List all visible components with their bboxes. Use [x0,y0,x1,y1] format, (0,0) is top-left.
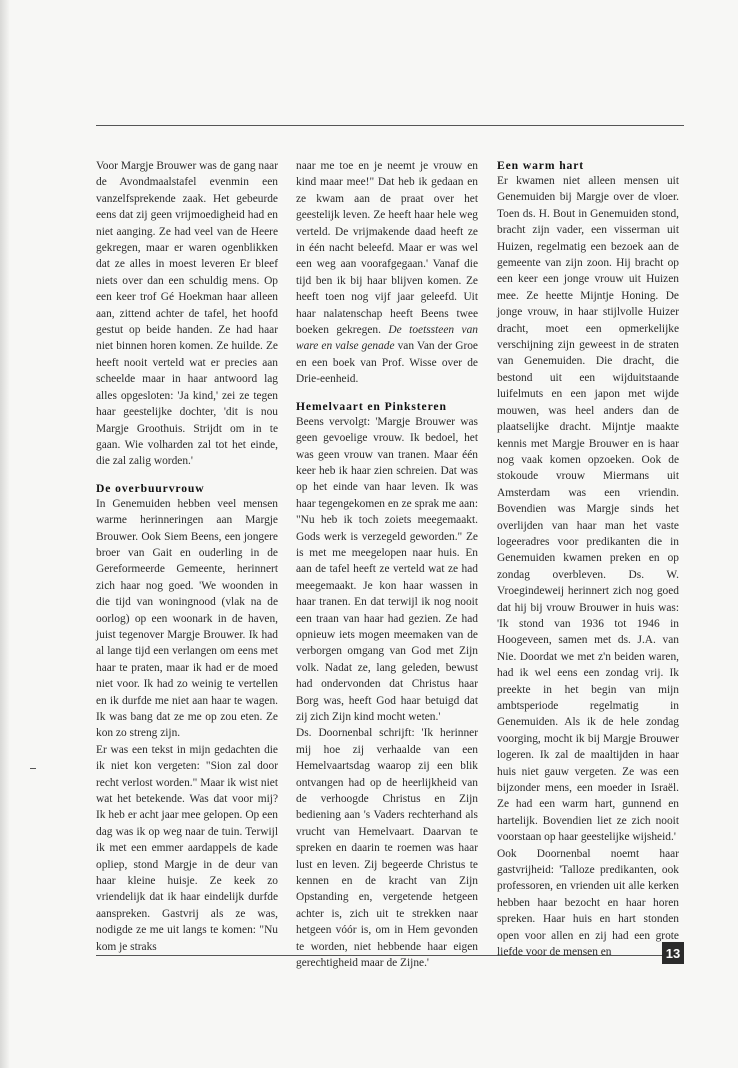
paragraph-text: van Van der Groe en een boek van Prof. Wisse over de Drie-eenheid. [296,340,478,386]
section-heading-warm-hart: Een warm hart [497,159,585,172]
paragraph: Ds. Doornenbal schrijft: 'Ik herinner mij hoe zij verhaalde van een Hemelvaartsdag waarop zij een blik ontvangen had op de heerlijkheid van de verhoogde Christus en Zijn bediening aan 's Vaders rechterhand als vrucht van Hemelvaart. Daarvan te spreken en daarin te roemen was haar lust en leven. Zij begeerde Christus te kennen en de kracht van Zijn Opstanding en, vergetende hetgeen achter is, zich uit te strekken naar hetgeen vóór is, om in Hem gevonden te worden, niet hebbende haar eigen gerechtigheid maar de Zijne.' [296,727,478,970]
column-1 [96,158,278,955]
book-title: De toetssteen van ware en valse genade [296,324,478,353]
section-heading-hemelvaart: Hemelvaart en Pinksteren [296,399,447,413]
top-rule [96,125,684,126]
paragraph: Er was een tekst in mijn gedachten die ik niet kon vergeten: "Sion zal door recht verlost worden." Maar ik wist niet wat het betekende. Was dat voor mij? Ik heb er acht jaar mee gelopen. Op een dag was ik op weg naar de tuin. Terwijl ik met een emmer aardappels de kade opliep, stond Margje in de deur van haar kleine huisje. Ze keek zo vriendelijk dat ik haar eindelijk durfde aanspreken. Gastvrij als ze was, nodigde ze me uit langs te komen: "Nu kom je straks [96,743,278,953]
page-fold-shadow [0,0,10,1068]
paragraph: In Genemuiden hebben veel mensen warme herinneringen aan Margje Brouwer. Ook Siem Beens, een jongere broer van Gait en ouderling in de Gereformeerde Gemeente, herinnert zich haar nog goed. 'We woonden in die tijd van woningnood (vlak na de oorlog) op een woonark in de haven, juist tegenover Margje Brouwer. Ik had al lange tijd een verlangen om eens met haar te praten, maar ik had er de moed niet voor. Ik had zo weinig te vertellen en ik durfde me niet aan haar te wagen. Ik was bang dat ze me op zou eten. Ze kon zo streng zijn. [96,497,278,740]
margin-mark [30,768,36,769]
page-number: 13 [662,942,684,964]
paragraph-text: naar me toe en je neemt je vrouw en kind maar mee!" Dat heb ik gedaan en ze kwam aan de praat over het geestelijk leven. Ze heeft haar hele weg verteld. De vrijmakende daad heeft ze in één nacht beleefd. Maar er was wel een weg aan voorafgegaan.' Vanaf die tijd ben ik bij haar blijven komen. Ze heeft toen nog vijf jaar geleefd. Uit haar nalatenschap heeft Beens twee boeken gekregen. [296,160,478,337]
section-heading-overbuurvrouw: De overbuurvrouw [96,481,205,495]
paragraph: Ook Doornenbal noemt haar gastvrijheid: 'Talloze predikanten, ook professoren, en vrienden uit alle kerken hebben haar bezocht en haar horen spreken. Haar huis en hart stonden open voor allen en zij had een grote liefde voor de mensen en [497,847,679,959]
paragraph: Voor Margje Brouwer was de gang naar de Avondmaalstafel evenmin een vanzelfsprekende zaak. Het gebeurde eens dat zij geen vrijmoedigheid had en niet aanging. Ze had veel van de Heere gekregen, maar er waren ogenblikken dat ze alles in moest leveren Er bleef niets over dan een schuldig mens. Op een keer trof Gé Hoekman haar alleen aan, zittend achter de tafel, het hoofd gestut op beide handen. Ze had haar niet binnen horen komen. Ze huilde. Ze heeft nooit verteld wat er precies aan scheelde maar in haar antwoord lag alles opgesloten: 'Ja kind,' zei ze tegen haar geestelijke dochter, 'dit is nou Margje Groothuis. Strijdt om in te gaan. Wie volharden zal tot het einde, die zal zalig worden.' [96,160,278,468]
paragraph: Beens vervolgt: 'Margje Brouwer was geen gevoelige vrouw. Ik bedoel, het was geen vrouw van tranen. Maar één keer heb ik haar zien schreien. Dat was op het einde van haar leven. Ik was haar tegengekomen en ze sprak me aan: "Nu heb ik toch zoiets meegemaakt. Gods werk is verzegeld geworden." Ze is met me meegelopen naar huis. En aan de tafel heeft ze verteld wat ze had meegemaakt. Je kon haar wassen in haar tranen. En dat terwijl ik nog nooit een traan van haar had gezien. Ze had opnieuw iets mogen meemaken van de verborgen omgang van God met Zijn volk. Nadat ze, lang geleden, bewust had ondervonden dat Christus haar Borg was, heeft God haar betuigd dat zij zich Zijn kind mocht weten.' [296,415,478,723]
column-2 [296,158,478,972]
paragraph [296,158,478,388]
bottom-rule [96,955,684,956]
column-3 [497,158,679,961]
paragraph: Er kwamen niet alleen mensen uit Genemuiden bij Margje over de vloer. Toen ds. H. Bout in Genemuiden stond, bracht zijn vader, een visserman uit Huizen, regelmatig een bezoek aan de gemeente van zijn zoon. Hij bracht op een keer een jonge vrouw uit Huizen mee. Ze heette Mijntje Honing. De jonge vrouw, in haar stijlvolle Huizer dracht, moet een opmerkelijke verschijning zijn geweest in de straten van Genemuiden. Die dracht, die bestond uit een wijduitstaande luifelmuts en een japon met wijde mouwen, was heel anders dan de plaatselijke dracht. Mijntje maakte kennis met Margje Brouwer en is haar nog vaak komen opzoeken. Ook de stokoude vrouw Miermans uit Amsterdam was een vriendin. Bovendien was Margje sinds het overlijden van haar man het vaste logeeradres voor predikanten die in Genemuiden kwamen preken en op zondag overbleven. Ds. W. Vroegindeweij herinnert zich nog goed dat hij bij vrouw Brouwer in huis was: 'Ik stond van 1936 tot 1946 in Hoogeveen, samen met ds. J.A. van Nie. Doordat we met z'n beiden waren, had ik wel eens een zondag vrij. Ik preekte in het begin van mijn ambtsperiode regelmatig in Genemuiden. Als ik de hele zondag voorging, mocht ik bij Margje Brouwer logeren. Ik zal de maaltijden in haar huis niet gauw vergeten. Ze was een bijzonder mens, een moeder in Israël. Ze had een warm hart, gunnend en hartelijk. Bovendien liet ze zich nooit voorstaan op haar geestelijke wijsheid.' [497,175,679,844]
